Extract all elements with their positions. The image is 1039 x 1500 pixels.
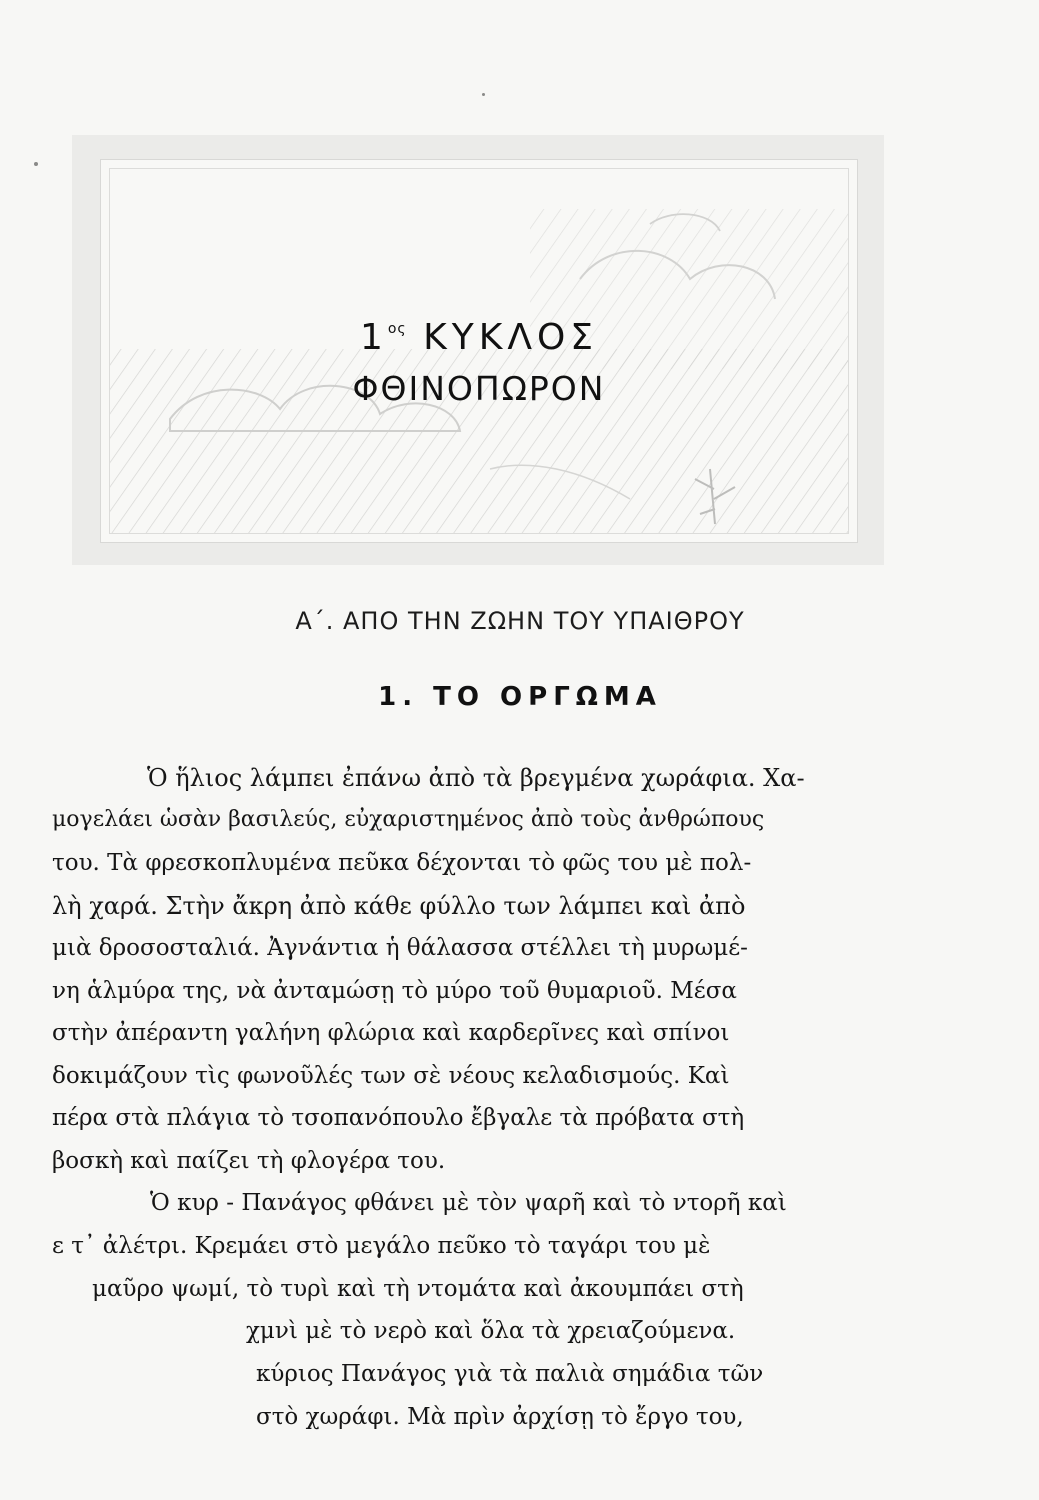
cycle-heading [110,317,848,358]
body-line: χμνὶ μὲ τὸ νερὸ καὶ ὅλα τὰ χρειαζούμενα. [246,1318,736,1344]
decorative-header-plate [72,135,884,565]
cycle-label: ΚΥΚΛΟΣ [423,317,599,358]
section-title: Α΄. ΑΠΟ ΤΗΝ ΖΩΗΝ ΤΟΥ ΥΠΑΙΘΡΟΥ [295,607,745,635]
scan-speck [34,162,38,166]
body-line: Ὁ ἥλιος λάμπει ἐπάνω ἀπὸ τὰ βρεγμένα χωράφια. Χα- [147,764,805,792]
body-line: δοκιμάζουν τὶς φωνοῦλές των σὲ νέους κελαδισμούς. Καὶ [52,1063,730,1089]
body-line: κύριος Πανάγος γιὰ τὰ παλιὰ σημάδια τῶν [256,1361,764,1387]
chapter-title: 1. ΤΟ ΟΡΓΩΜΑ [378,682,662,712]
body-line: στὴν ἀπέραντη γαλήνη φλώρια καὶ καρδερῖνες καὶ σπίνοι [52,1020,730,1046]
cycle-number: $1^{o\varsigma}$ [359,317,407,358]
header-illustration [109,168,849,534]
body-line: μιὰ δροσοσταλιά. Ἀγνάντια ἡ θάλασσα στέλλει τὴ μυρωμέ- [52,935,748,961]
body-line: μογελάει ὡσὰν βασιλεύς, εὐχαριστημένος ἀπὸ τοὺς ἀνθρώπους [52,807,765,832]
body-line: ε τ᾽ ἀλέτρι. Κρεμάει στὸ μεγάλο πεῦκο τὸ ταγάρι του μὲ [52,1233,711,1259]
body-line: στὸ χωράφι. Μὰ πρὶν ἀρχίσῃ τὸ ἔργο του, [256,1404,744,1430]
body-line: λὴ χαρά. Στὴν ἄκρη ἀπὸ κάθε φύλλο των λάμπει καὶ ἀπὸ [52,892,746,920]
body-line: βοσκὴ καὶ παίζει τὴ φλογέρα του. [52,1148,446,1174]
body-line: πέρα στὰ πλάγια τὸ τσοπανόπουλο ἔβγαλε τὰ πρόβατα στὴ [52,1105,745,1131]
body-line: μαῦρο ψωμί, τὸ τυρὶ καὶ τὴ ντομάτα καὶ ἀκουμπάει στὴ [92,1276,744,1302]
body-line: νη ἁλμύρα της, νὰ ἀνταμώσῃ τὸ μύρο τοῦ θυμαριοῦ. Μέσα [52,978,737,1004]
body-line: του. Τὰ φρεσκοπλυμένα πεῦκα δέχονται τὸ φῶς του μὲ πολ- [52,850,752,876]
season-heading: ΦΘΙΝΟΠΩΡΟΝ [352,369,606,408]
body-line: Ὁ κυρ - Πανάγος φθάνει μὲ τὸν ψαρῆ καὶ τὸ ντορῆ καὶ [150,1190,787,1216]
header-frame [100,159,858,543]
scan-speck [482,93,485,96]
